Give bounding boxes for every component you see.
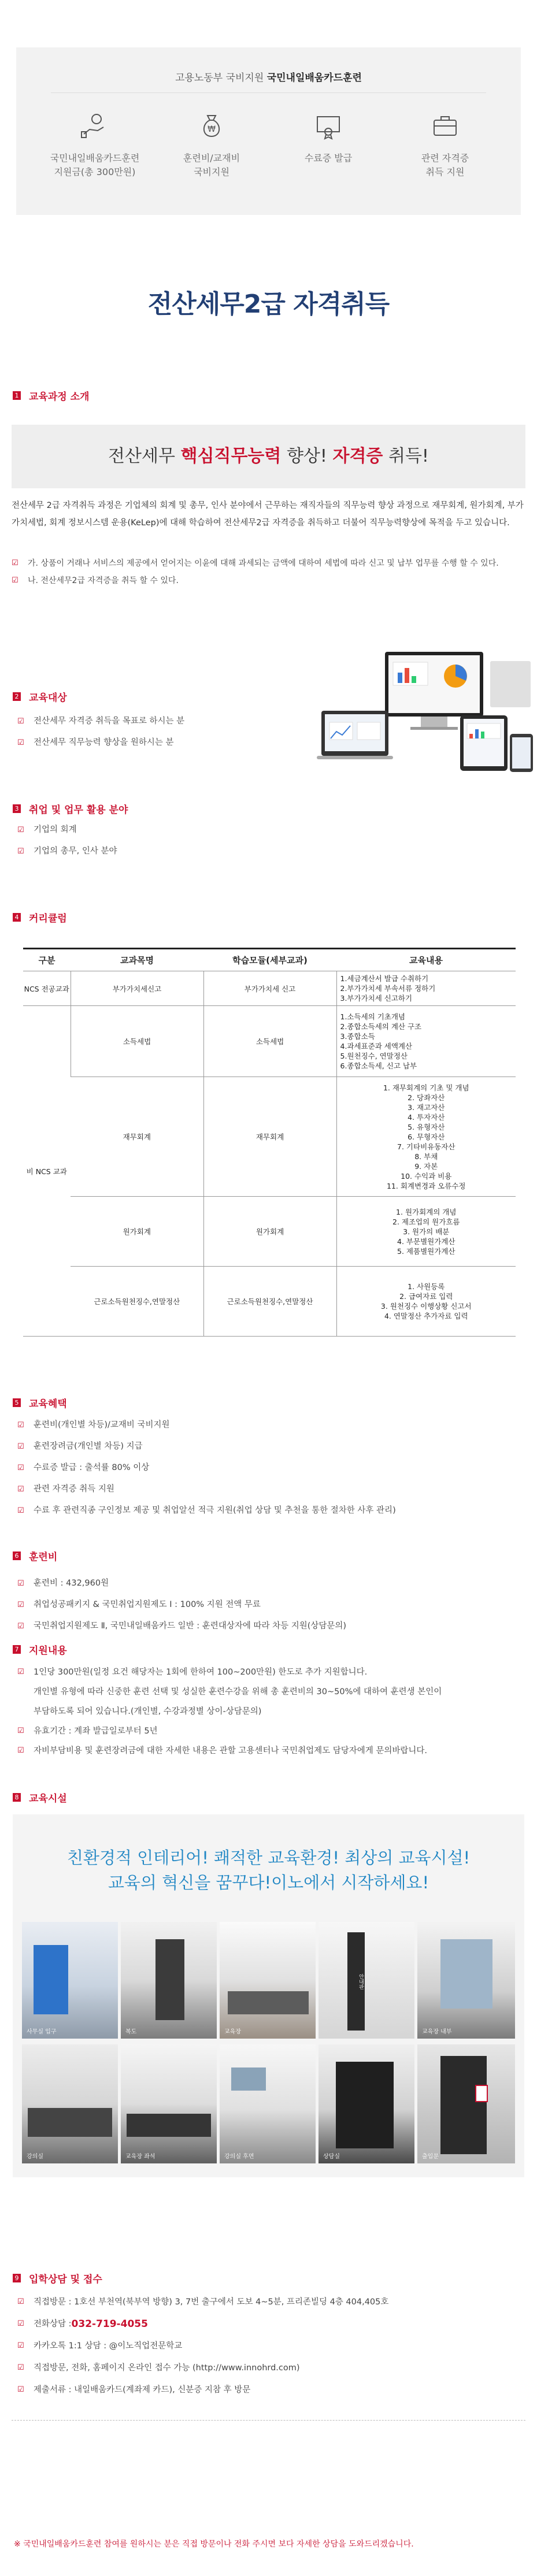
banner-text: 취득! [383,446,429,466]
list-item [17,732,184,754]
section-heading-3 [13,801,128,816]
benefit-list [17,1415,396,1521]
photo [220,1922,316,2039]
table-cell-content: 1. 원가회계의 개념 2. 제조업의 원가흐름 3. 원가의 배분 4. 부문별원가계산 5. 제품별원가계산 [336,1197,516,1267]
table-cell-module: 소득세법 [203,1006,336,1077]
list-item [17,1741,442,1761]
list-item-text: 훈련장려금(개인별 차등) 지급 [34,1442,143,1451]
table-cell-module: 원가회계 [203,1197,336,1267]
facility-panel [13,1814,524,2177]
fee-list [17,1573,346,1637]
list-item-text: 전화상담 : [34,2319,72,2329]
target-list [17,711,184,754]
benefit-2-line2: 국비지원 [194,166,229,177]
section-heading-5 [13,1395,67,1410]
checkbox-icon: ☑ [17,1464,24,1472]
certificate-icon [314,111,343,140]
facility-copy-line: 교육의 혁신을 꿈꾸다!이노에서 시작하세요! [108,1873,429,1892]
list-item [17,1457,396,1479]
list-item [17,1415,396,1436]
table-cell-content: 1.세금계산서 발급 수취하기 2.부가가치세 부속서류 정하기 3.부가가치세 신고하기 [336,971,516,1006]
section-label: 교육대상 [29,692,67,704]
list-item-text: 취업성공패키지 & 국민취업지원제도 Ⅰ : 100% 지원 전액 무료 [34,1600,261,1609]
list-item-text: 전산세무 직무능력 향상을 원하시는 분 [34,738,174,747]
list-item-text: 직접방문, 전화, 홈페이지 온라인 접수 가능 (http://www.innohrd.com) [34,2363,300,2373]
door-sign-icon [475,2085,488,2102]
list-item-text: 훈련비(개인별 차등)/교재비 국비지원 [34,1420,170,1430]
table-header: 구분 [23,949,71,971]
list-item [17,1573,346,1594]
section-heading-2 [13,689,67,704]
list-item [17,819,117,841]
checkbox-icon: ☑ [17,717,24,726]
list-item-text: 관련 자격증 취득 지원 [34,1484,114,1494]
section-heading-8 [13,1790,67,1805]
table-row [23,1077,516,1197]
table-row [23,971,516,1006]
checkbox-icon: ☑ [12,559,18,567]
svg-text:₩: ₩ [208,125,216,134]
photo-caption: 강의실 후면 [224,2154,254,2160]
section-number: 1 [13,391,21,400]
table-row [23,1006,516,1077]
section-label: 커리큘럼 [29,913,67,925]
photo-detail [127,2114,211,2137]
phone-number[interactable]: 032-719-4055 [71,2318,148,2330]
photo-detail [155,1939,184,2020]
checkbox-icon: ☑ [17,826,24,834]
photo [22,1922,118,2039]
list-item-text: 직접방문 : 1호선 부천역(북부역 방향) 3, 7번 출구에서 도보 4~5분, 프리존빌딩 4층 404,405호 [34,2297,389,2307]
benefit-2 [154,111,269,179]
devices-illustration [317,647,536,774]
checkbox-icon: ☑ [17,1622,24,1631]
photo-caption: 교육장 좌석 [125,2154,155,2160]
section-label: 교육혜택 [29,1398,67,1410]
note-text: 가. 상품이 거래나 서비스의 제공에서 얻어지는 이윤에 대해 과세되는 금액에 대하여 세법에 따라 신고 및 납부 업무를 수행 할 수 있다. [28,559,499,568]
benefit-1-line1: 국민내일배움카드훈련 [50,153,140,164]
photo [220,2044,316,2163]
benefits-header-bold: 국민내일배움카드훈련 [266,72,362,84]
photo-caption: 교육장 [224,2029,241,2035]
intro-paragraph: 전산세무 2급 자격취득 과정은 기업체의 회계 및 총무, 인사 분야에서 근무하는 재직자들의 직무능력 향상 과정으로 재무회계, 원가회계, 부가가치세법, 회계 정보시스템 운용(KeLep)에 대해 학습하여 전산세무2급 자격증을 취득하고 더불어 직무능력향상에 목적을 두고 있습니다. [12,501,524,528]
table-cell-subject: 원가회계 [71,1197,203,1267]
table-cell-subject: 소득세법 [71,1006,203,1077]
table-cell-subject: 재무회계 [71,1077,203,1197]
money-bag-icon [197,111,226,140]
checkbox-icon: ☑ [17,1668,24,1676]
benefits-header-prefix: 고용노동부 국비지원 [175,72,264,84]
photo-detail [34,1945,68,2014]
list-item [17,1702,442,1721]
photo-detail [228,1991,309,2014]
checkbox-icon: ☑ [17,1485,24,1494]
list-item [17,2313,388,2335]
list-item [17,2335,388,2357]
list-item [17,841,117,862]
checkbox-icon: ☑ [17,847,24,856]
checkbox-icon: ☑ [17,2319,24,2328]
checkbox-icon: ☑ [17,1506,24,1515]
photo-detail [440,1939,492,2009]
curriculum-table [23,948,516,1337]
photo-detail [336,2062,394,2148]
section-number: 2 [13,692,21,701]
benefit-3 [271,111,386,165]
section-number: 3 [13,804,21,813]
benefit-4-line2: 취득 지원 [425,166,465,177]
list-item-text: 카카오톡 1:1 상담 : @이노직업전문학교 [34,2341,183,2351]
banner-highlight: 자격증 [332,446,383,466]
table-cell-subject: 근로소득원천징수,연말정산 [71,1267,203,1337]
list-item [17,2291,388,2313]
photo-caption: 상담실 [323,2154,340,2160]
table-header-row [23,949,516,971]
note-item [12,572,526,589]
section-number: 9 [13,2274,21,2282]
facility-copy [13,1846,524,1895]
table-cell-content: 1. 재무회계의 기초 및 개념 2. 당좌자산 3. 재고자산 4. 투자자산 5. 유형자산 6. 무형자산 7. 기타비유동자산 8. 부채 9. 자본 10. 수익과 비용 11. 회계변경과 오류수정 [336,1077,516,1197]
section-number: 8 [13,1793,21,1802]
list-item-text: 부담하도록 되어 있습니다.(개인별, 수강과정별 상이-상담문의) [34,1707,262,1716]
hand-coins-icon [80,111,109,140]
list-item [17,1682,442,1702]
benefit-3-line1: 수료증 발급 [304,153,353,164]
benefit-4 [387,111,503,179]
photo [121,1922,217,2039]
benefit-2-line1: 훈련비/교재비 [183,153,240,164]
banner-text: 향상! [281,446,333,466]
list-item [17,1616,346,1637]
checkbox-icon: ☑ [17,1579,24,1588]
photo-detail [28,2108,112,2137]
checkbox-icon: ☑ [17,2341,24,2350]
section-number: 5 [13,1398,21,1407]
table-cell-module: 근로소득원천징수,연말정산 [203,1267,336,1337]
banner-text: 전산세무 [108,446,181,466]
photo [417,2044,515,2163]
benefits-header [16,69,521,84]
list-item [17,1500,396,1521]
checkbox-icon: ☑ [17,1727,24,1735]
section-number: 6 [13,1551,21,1560]
photo [22,2044,118,2163]
list-item-text: 1인당 300만원(일정 요건 해당자는 1회에 한하여 100~200만원) 한도로 추가 지원합니다. [34,1668,368,1677]
section-label: 교육시설 [29,1793,67,1805]
benefit-1 [37,111,153,179]
checkbox-icon: ☑ [17,738,24,747]
photo [319,2044,414,2163]
briefcase-icon [431,111,460,140]
photo-caption: 안내판 [347,1932,365,2031]
table-cell-module: 재무회계 [203,1077,336,1197]
photo-detail [440,2056,487,2154]
photo-caption: 교육장 내부 [422,2029,452,2035]
table-header: 교과목명 [71,949,203,971]
note-text: 나. 전산세무2급 자격증을 취득 할 수 있다. [28,576,179,585]
support-list [17,1662,442,1761]
benefits-box [16,47,521,215]
section-label: 훈련비 [29,1551,58,1563]
list-item-text: 유효기간 : 계좌 발급일로부터 5년 [34,1727,158,1736]
course-notes [12,555,526,589]
photo-caption: 사무실 입구 [27,2029,57,2035]
list-item-text: 개인별 유형에 따라 신중한 훈련 선택 및 성실한 훈련수강을 위해 총 훈련비의 30~50%에 대하여 훈련생 본인이 [34,1687,442,1697]
checkbox-icon: ☑ [17,2385,24,2394]
table-cell-group: NCS 전공교과 [23,971,71,1006]
final-note: ※ 국민내일배움카드훈련 참여를 원하시는 분은 직접 방문이나 전화 주시면 보다 자세한 상담을 도와드리겠습니다. [14,2540,414,2549]
list-item [17,711,184,732]
note-item [12,555,526,572]
checkbox-icon: ☑ [17,1421,24,1430]
section-label: 입학상담 및 접수 [29,2274,102,2285]
list-item-text: 자비부담비용 및 훈련장려금에 대한 자세한 내용은 관할 고용센터나 국민취업제도 담당자에게 문의바랍니다. [34,1746,428,1755]
banner-highlight: 핵심직무능력 [180,446,282,466]
list-item [17,1721,442,1741]
section-number: 7 [13,1645,21,1654]
list-item-text: 제출서류 : 내일배움카드(계좌제 카드), 신분증 지참 후 방문 [34,2385,251,2395]
photo-grid [22,1922,515,2165]
section-heading-9 [13,2271,102,2285]
list-item-text: 전산세무 자격증 취득을 목표로 하시는 분 [34,717,185,726]
section-number: 4 [13,913,21,922]
list-item [17,1436,396,1457]
table-row [23,1267,516,1337]
checkbox-icon: ☑ [17,1746,24,1755]
checkbox-icon: ☑ [17,2363,24,2372]
facility-copy-line: 친환경적 인테리어! 쾌적한 교육환경! 최상의 교육시설! [66,1848,471,1868]
list-item-text: 기업의 회계 [34,825,77,834]
photo-caption: 복도 [125,2029,137,2035]
photo [319,1922,414,2039]
benefit-4-line1: 관련 자격증 [421,153,469,164]
course-banner [12,425,525,488]
list-item-text: 훈련비 : 432,960원 [34,1579,109,1588]
field-list [17,819,117,862]
table-cell-module: 부가가치세 신고 [203,971,336,1006]
table-header: 학습모듈(세부교과) [203,949,336,971]
photo-caption: 강의실 [27,2154,43,2160]
divider [12,2420,525,2421]
photo-caption: 출입문 [422,2154,439,2160]
checkbox-icon: ☑ [17,1601,24,1609]
list-item-text: 수료 후 관련직종 구인정보 제공 및 취업알선 적극 지원(취업 상담 및 추천을 통한 절차한 사후 관리) [34,1506,396,1515]
list-item [17,1479,396,1500]
table-header: 교육내용 [336,949,516,971]
table-row [23,1197,516,1267]
page-title: 전산세무2급 자격취득 [147,289,390,319]
section-label: 지원내용 [29,1645,67,1657]
table-cell-subject: 부가가치세신고 [71,971,203,1006]
section-heading-1 [13,388,89,403]
section-heading-7 [13,1642,67,1657]
divider [51,92,486,93]
photo [417,1922,515,2039]
table-cell-content: 1. 사원등록 2. 급여자료 입력 3. 원천징수 이행상황 신고서 4. 연말정산 추가자료 입력 [336,1267,516,1337]
table-cell-content: 1.소득세의 기초개념 2.종합소득세의 계산 구조 3.종합소득 4.과세표준과 세액계산 5.원천징수, 연말정산 6.종합소득세, 신고 납부 [336,1006,516,1077]
list-item-text: 기업의 총무, 인사 분야 [34,847,117,856]
benefit-1-line2: 지원금(총 300만원) [54,166,136,177]
checkbox-icon: ☑ [17,1442,24,1451]
list-item [17,1662,442,1682]
checkbox-icon: ☑ [12,576,18,585]
section-heading-4 [13,910,67,925]
list-item [17,1594,346,1616]
photo-detail [231,2068,266,2091]
list-item-text: 수료증 발급 : 출석률 80% 이상 [34,1463,150,1472]
section-heading-6 [13,1549,57,1563]
table-cell-group: 비 NCS 교과 [23,1006,71,1337]
section-label: 교육과정 소개 [29,391,90,403]
photo [121,2044,217,2163]
checkbox-icon: ☑ [17,2297,24,2306]
list-item [17,2379,388,2401]
list-item-text: 국민취업지원제도 Ⅱ, 국민내일배움카드 일반 : 훈련대상자에 따라 차등 지원(상담문의) [34,1621,347,1631]
contact-list [17,2291,388,2401]
list-item [17,2357,388,2379]
section-label: 취업 및 업무 활용 분야 [29,804,128,816]
